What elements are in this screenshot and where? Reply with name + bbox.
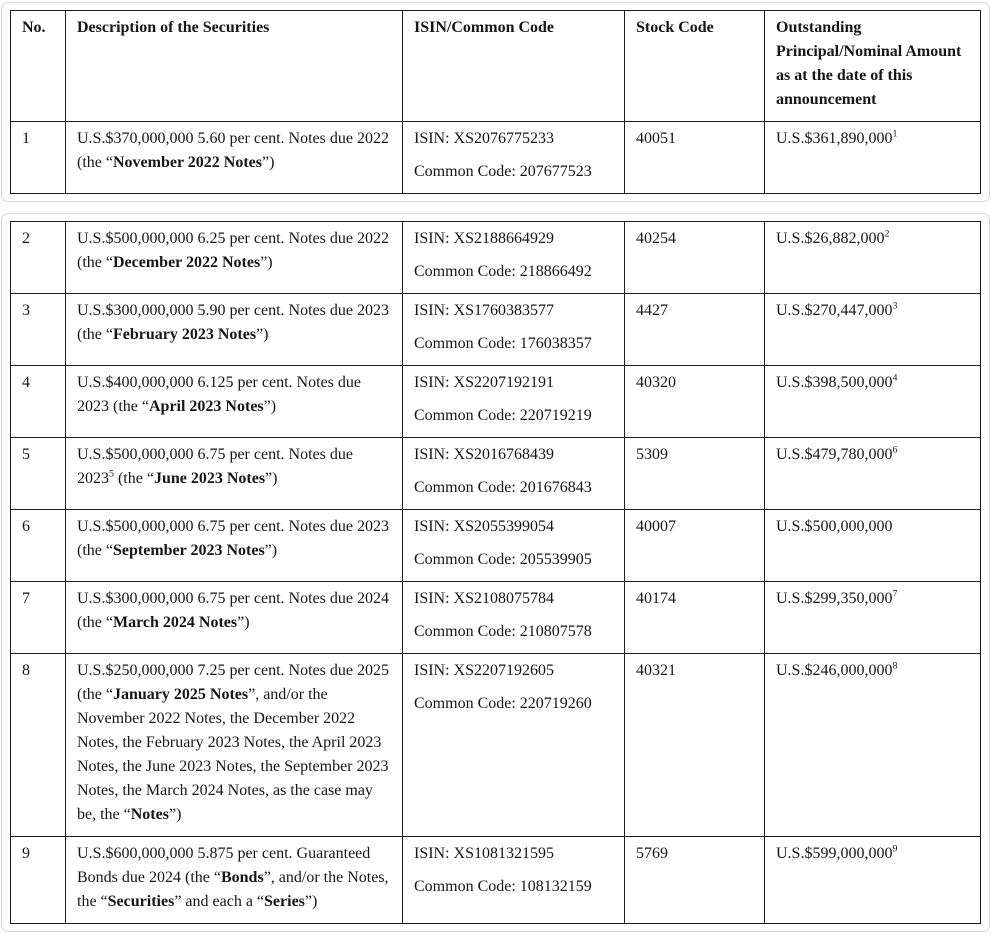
cell-no: 6 — [11, 510, 66, 582]
col-header-stock-code: Stock Code — [625, 11, 765, 122]
page-2-card — [1, 213, 990, 932]
isin-line: ISIN: XS2188664929 — [414, 230, 555, 247]
col-header-outstanding-amount: Outstanding Principal/Nominal Amount as at the date of this announcement — [765, 11, 981, 122]
cell-isin — [403, 366, 625, 438]
isin-line: ISIN: XS1760383577 — [414, 302, 555, 319]
isin-line: ISIN: XS2055399054 — [414, 518, 555, 535]
isin-line: ISIN: XS2076775233 — [414, 130, 555, 147]
common-code-line: Common Code: 108132159 — [414, 878, 592, 895]
common-code-line: Common Code: 205539905 — [414, 551, 592, 568]
cell-isin — [403, 654, 625, 837]
col-header-no: No. — [11, 11, 66, 122]
cell-amount: U.S.$599,000,000$^9$ — [765, 837, 981, 924]
cell-no: 5 — [11, 438, 66, 510]
cell-amount: U.S.$246,000,000$^8$ — [765, 654, 981, 837]
cell-stock-code: 4427 — [625, 294, 765, 366]
cell-description: U.S.$500,000,000 6.75 per cent. Notes due 2023$^5$ (the “June 2023 Notes”) — [66, 438, 403, 510]
cell-isin — [403, 222, 625, 294]
table-row — [11, 510, 981, 582]
cell-stock-code: 40320 — [625, 366, 765, 438]
table-row — [11, 582, 981, 654]
common-code-line: Common Code: 201676843 — [414, 479, 592, 496]
cell-isin — [403, 438, 625, 510]
cell-isin — [403, 122, 625, 194]
cell-description: U.S.$300,000,000 5.90 per cent. Notes due 2023 (the “February 2023 Notes”) — [66, 294, 403, 366]
common-code-line: Common Code: 210807578 — [414, 623, 592, 640]
cell-amount: U.S.$299,350,000$^7$ — [765, 582, 981, 654]
cell-amount: U.S.$479,780,000$^6$ — [765, 438, 981, 510]
cell-description: U.S.$300,000,000 6.75 per cent. Notes due 2024 (the “March 2024 Notes”) — [66, 582, 403, 654]
cell-description: U.S.$370,000,000 5.60 per cent. Notes due 2022 (the “November 2022 Notes”) — [66, 122, 403, 194]
page-1-card — [1, 2, 990, 202]
cell-stock-code: 40007 — [625, 510, 765, 582]
cell-isin — [403, 294, 625, 366]
cell-stock-code: 40321 — [625, 654, 765, 837]
cell-isin — [403, 510, 625, 582]
col-header-isin-common-code: ISIN/Common Code — [403, 11, 625, 122]
cell-amount: U.S.$500,000,000 — [765, 510, 981, 582]
cell-no: 3 — [11, 294, 66, 366]
isin-line: ISIN: XS1081321595 — [414, 845, 555, 862]
common-code-line: Common Code: 220719260 — [414, 695, 592, 712]
common-code-line: Common Code: 218866492 — [414, 263, 592, 280]
cell-amount: U.S.$361,890,000$^1$ — [765, 122, 981, 194]
common-code-line: Common Code: 176038357 — [414, 335, 592, 352]
cell-description: U.S.$500,000,000 6.75 per cent. Notes due 2023 (the “September 2023 Notes”) — [66, 510, 403, 582]
isin-line: ISIN: XS2016768439 — [414, 446, 555, 463]
cell-amount: U.S.$270,447,000$^3$ — [765, 294, 981, 366]
securities-table-page-2 — [10, 221, 981, 924]
cell-amount: U.S.$398,500,000$^4$ — [765, 366, 981, 438]
table-row — [11, 294, 981, 366]
col-header-description: Description of the Securities — [66, 11, 403, 122]
table-row — [11, 438, 981, 510]
table-row — [11, 654, 981, 837]
cell-description: U.S.$600,000,000 5.875 per cent. Guaranteed Bonds due 2024 (the “Bonds”, and/or the Notes, the “Securities” and each a “Series”) — [66, 837, 403, 924]
table-row — [11, 11, 981, 122]
cell-stock-code: 40254 — [625, 222, 765, 294]
cell-no: 2 — [11, 222, 66, 294]
cell-stock-code: 40174 — [625, 582, 765, 654]
common-code-line: Common Code: 207677523 — [414, 163, 592, 180]
cell-description: U.S.$500,000,000 6.25 per cent. Notes due 2022 (the “December 2022 Notes”) — [66, 222, 403, 294]
cell-no: 7 — [11, 582, 66, 654]
cell-no: 1 — [11, 122, 66, 194]
cell-isin — [403, 837, 625, 924]
table-row — [11, 366, 981, 438]
cell-no: 8 — [11, 654, 66, 837]
cell-stock-code: 5309 — [625, 438, 765, 510]
cell-isin — [403, 582, 625, 654]
table-row — [11, 837, 981, 924]
cell-description: U.S.$250,000,000 7.25 per cent. Notes due 2025 (the “January 2025 Notes”, and/or the November 2022 Notes, the December 2022 Notes, the February 2023 Notes, the April 2023 Notes, the June 2023 Notes, the September 2023 Notes, the March 2024 Notes, as the case may be, the “Notes”) — [66, 654, 403, 837]
securities-table-page-1 — [10, 10, 981, 194]
table-row — [11, 222, 981, 294]
cell-amount: U.S.$26,882,000$^2$ — [765, 222, 981, 294]
cell-no: 9 — [11, 837, 66, 924]
isin-line: ISIN: XS2108075784 — [414, 590, 555, 607]
isin-line: ISIN: XS2207192191 — [414, 374, 555, 391]
cell-description: U.S.$400,000,000 6.125 per cent. Notes due 2023 (the “April 2023 Notes”) — [66, 366, 403, 438]
table-header-row — [11, 11, 981, 122]
common-code-line: Common Code: 220719219 — [414, 407, 592, 424]
cell-no: 4 — [11, 366, 66, 438]
table-row — [11, 122, 981, 194]
cell-stock-code: 5769 — [625, 837, 765, 924]
cell-stock-code: 40051 — [625, 122, 765, 194]
isin-line: ISIN: XS2207192605 — [414, 662, 555, 679]
